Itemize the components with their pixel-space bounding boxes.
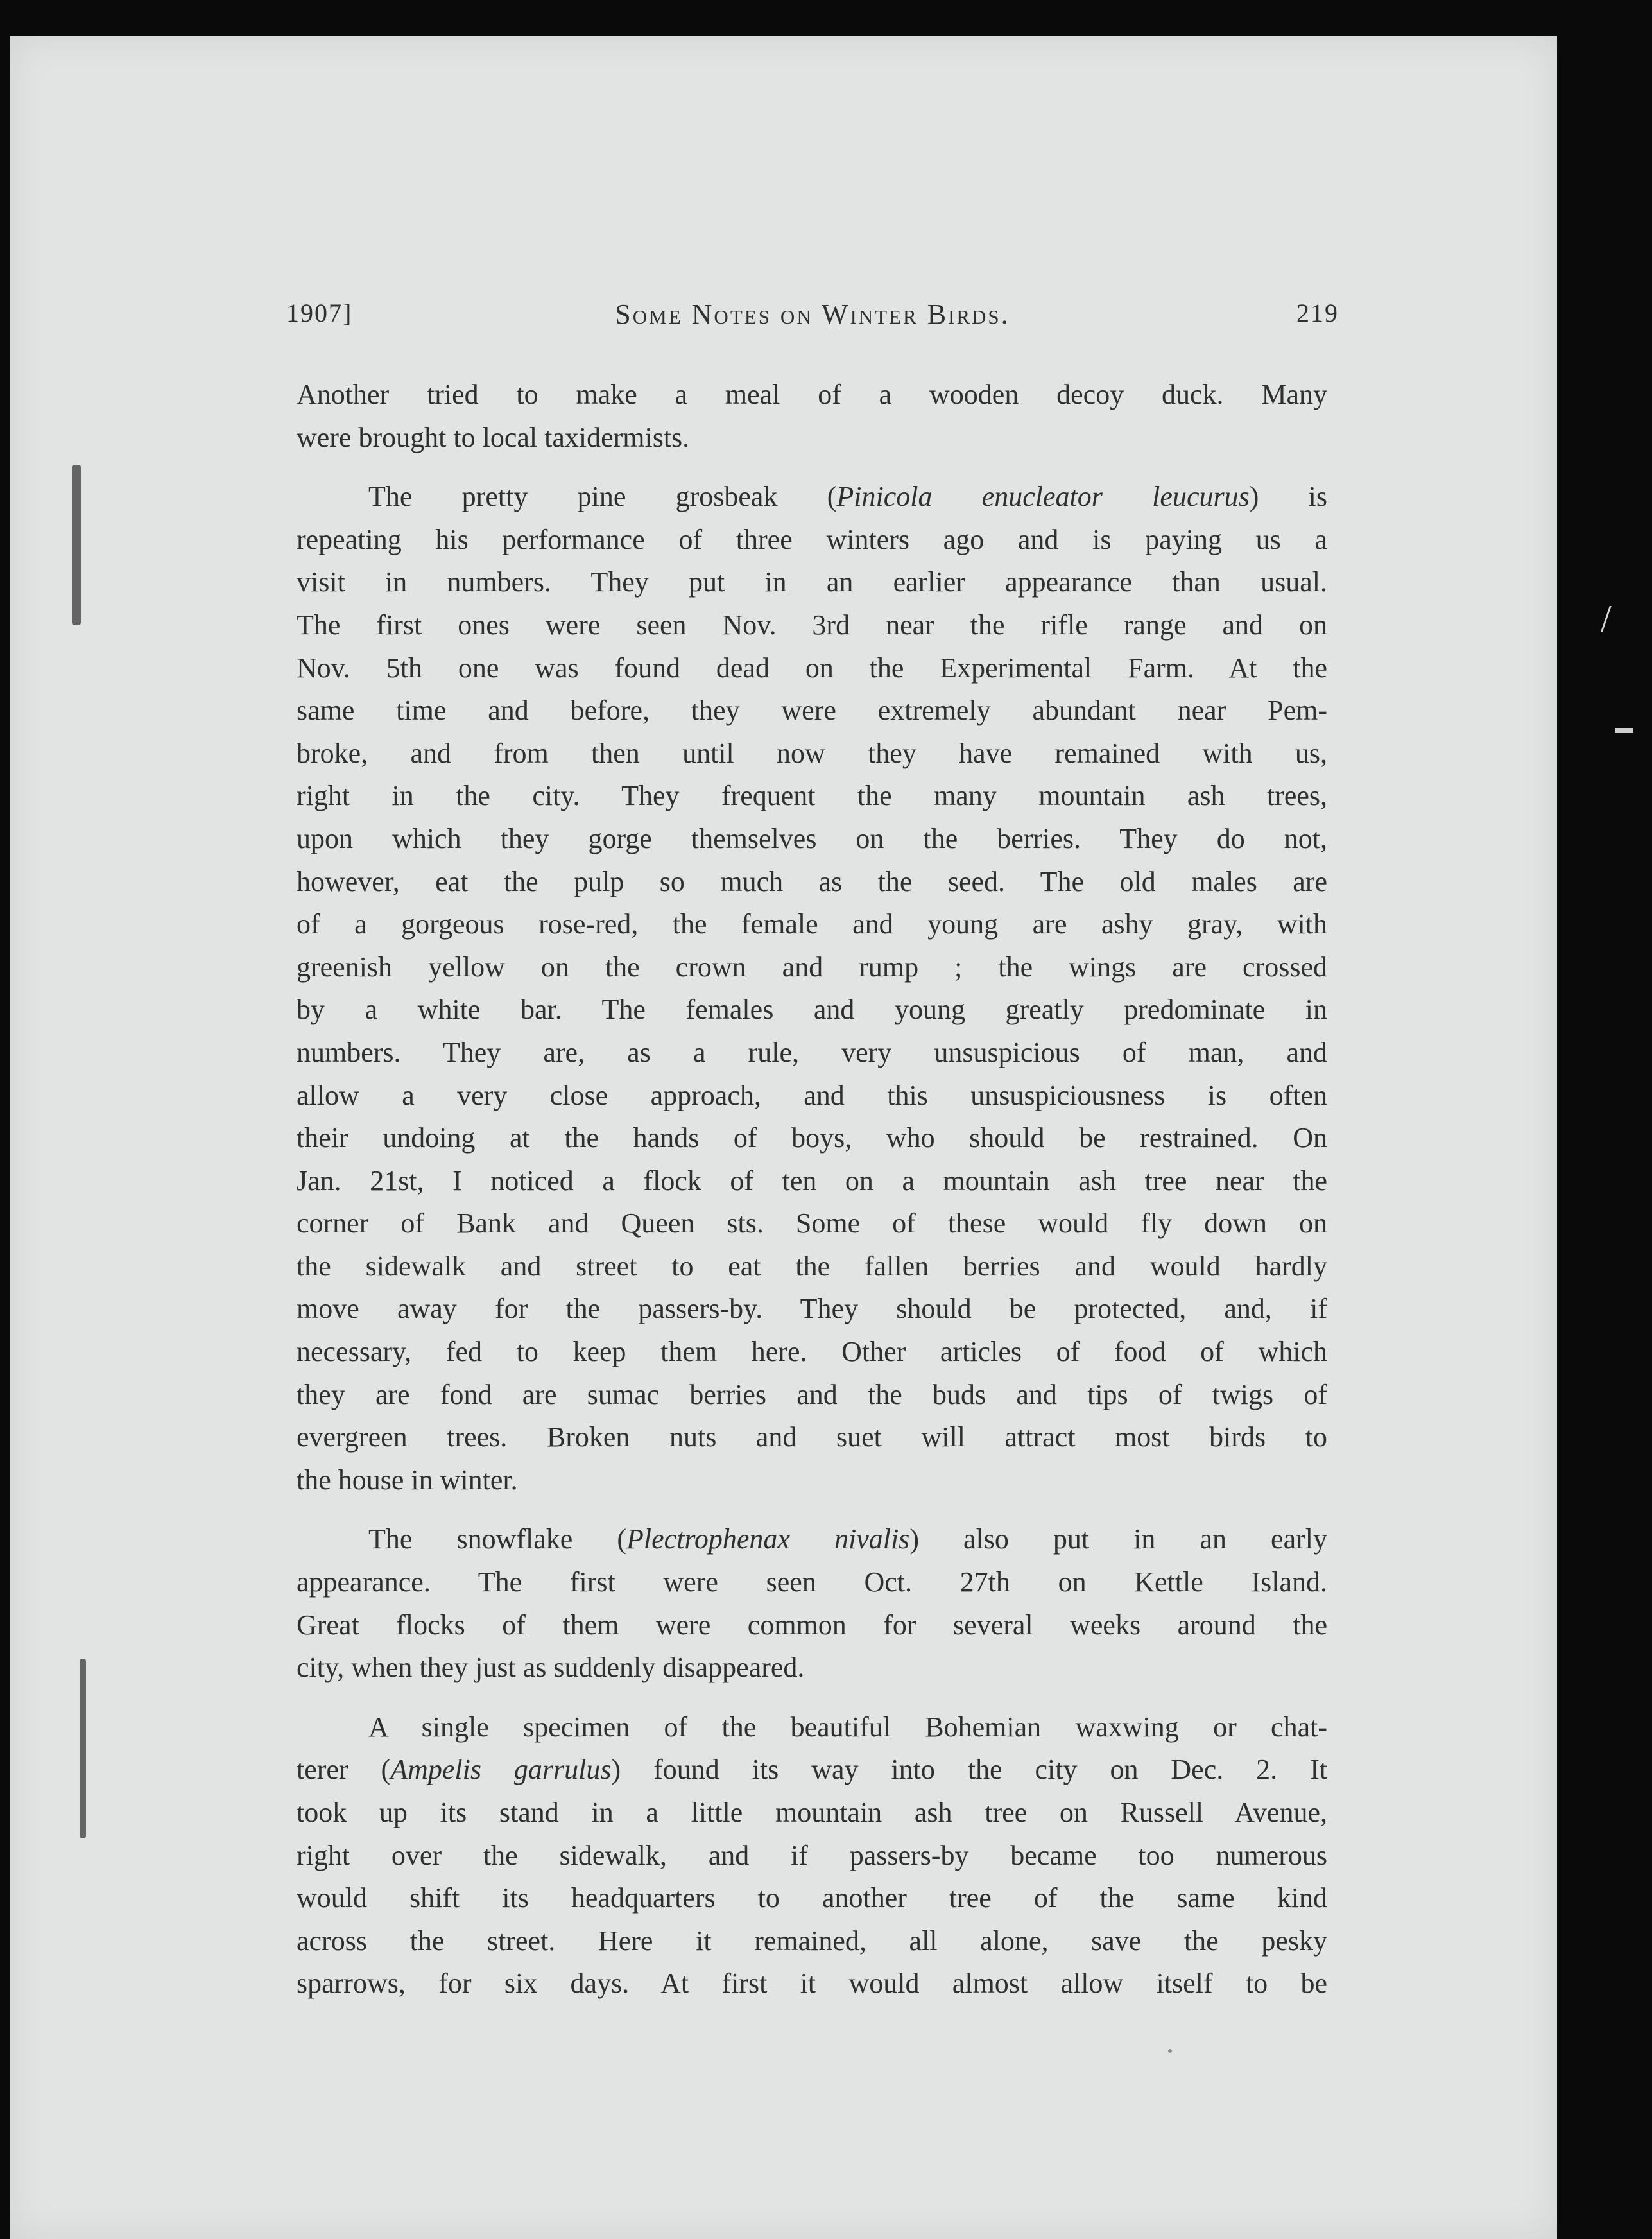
binding-mark xyxy=(72,465,81,625)
margin-tick-mark: / xyxy=(1601,598,1612,640)
text-line: A single specimen of the beautiful Bohemian waxwing or chat- xyxy=(368,1711,1327,1743)
text-line: upon which they gorge themselves on the berries. They do not, xyxy=(297,822,1327,854)
text-line: Another tried to make a meal of a wooden decoy duck. Many xyxy=(297,379,1327,410)
paragraph xyxy=(297,476,1327,1501)
text-line: Nov. 5th one was found dead on the Experimental Farm. At the xyxy=(297,652,1327,684)
header-title: Some Notes on Winter Birds. xyxy=(615,298,1010,330)
text-line: across the street. Here it remained, all alone, save the pesky xyxy=(297,1924,1327,1957)
text-line: right over the sidewalk, and if passers-by became too numerous xyxy=(297,1839,1327,1871)
text-line: sparrows, for six days. At first it would almost allow itself to be xyxy=(297,1967,1327,2000)
text-line: however, eat the pulp so much as the seed. The old males are xyxy=(297,865,1327,897)
binding-mark xyxy=(80,1659,86,1838)
speck-mark xyxy=(1168,2049,1172,2053)
text-line: city, when they just as suddenly disappeared. xyxy=(297,1652,805,1684)
paragraph xyxy=(297,1518,1327,1689)
text-line: the sidewalk and street to eat the fallen berries and would hardly xyxy=(297,1250,1327,1282)
text-line: of a gorgeous rose-red, the female and young are ashy gray, with xyxy=(297,908,1327,940)
paragraph xyxy=(297,374,1327,459)
text-line: by a white bar. The females and young greatly predominate in xyxy=(297,994,1327,1026)
text-line: broke, and from then until now they have remained with us, xyxy=(297,737,1327,769)
text-line: evergreen trees. Broken nuts and suet will attract most birds to xyxy=(297,1421,1327,1453)
text-line: greenish yellow on the crown and rump ; the wings are crossed xyxy=(297,951,1327,983)
text-line: necessary, fed to keep them here. Other articles of food of which xyxy=(297,1336,1327,1368)
body-text xyxy=(297,374,1327,2005)
text-line: Great flocks of them were common for several weeks around the xyxy=(297,1609,1327,1641)
text-line: same time and before, they were extremely abundant near Pem- xyxy=(297,695,1327,727)
text-line: took up its stand in a little mountain ash tree on Russell Avenue, xyxy=(297,1797,1327,1828)
text-line: The snowflake (Plectrophenax nivalis) also put in an early xyxy=(368,1523,1327,1555)
text-line: move away for the passers-by. They should be protected, and, if xyxy=(297,1293,1327,1325)
text-line: visit in numbers. They put in an earlier appearance than usual. xyxy=(297,566,1327,598)
header-year: 1907] xyxy=(286,298,353,327)
margin-dash-mark xyxy=(1615,728,1633,733)
running-header xyxy=(286,298,1339,343)
paragraph-gap xyxy=(297,1690,1327,1706)
text-line: right in the city. They frequent the many mountain ash trees, xyxy=(297,780,1327,812)
text-line: appearance. The first were seen Oct. 27th on Kettle Island. xyxy=(297,1566,1327,1598)
text-line: allow a very close approach, and this unsuspiciousness is often xyxy=(297,1079,1327,1111)
paragraph xyxy=(297,1706,1327,2005)
paragraph-gap xyxy=(297,1501,1327,1518)
text-line: were brought to local taxidermists. xyxy=(297,421,690,453)
text-line: their undoing at the hands of boys, who should be restrained. On xyxy=(297,1122,1327,1154)
text-line: the house in winter. xyxy=(297,1464,518,1496)
text-line: numbers. They are, as a rule, very unsuspicious of man, and xyxy=(297,1036,1327,1068)
text-line: The pretty pine grosbeak (Pinicola enucleator leucurus) is xyxy=(368,481,1327,513)
text-line: Jan. 21st, I noticed a flock of ten on a mountain ash tree near the xyxy=(297,1164,1327,1197)
text-line: corner of Bank and Queen sts. Some of these would fly down on xyxy=(297,1207,1327,1240)
text-line: repeating his performance of three winters ago and is paying us a xyxy=(297,523,1327,555)
text-line: terer (Ampelis garrulus) found its way into the city on Dec. 2. It xyxy=(297,1754,1327,1786)
text-line: they are fond are sumac berries and the buds and tips of twigs of xyxy=(297,1378,1327,1410)
paragraph-gap xyxy=(297,459,1327,476)
text-line: The first ones were seen Nov. 3rd near the rifle range and on xyxy=(297,609,1327,641)
paper-page xyxy=(10,36,1557,2239)
page-number: 219 xyxy=(1296,298,1339,327)
text-line: would shift its headquarters to another tree of the same kind xyxy=(297,1882,1327,1914)
